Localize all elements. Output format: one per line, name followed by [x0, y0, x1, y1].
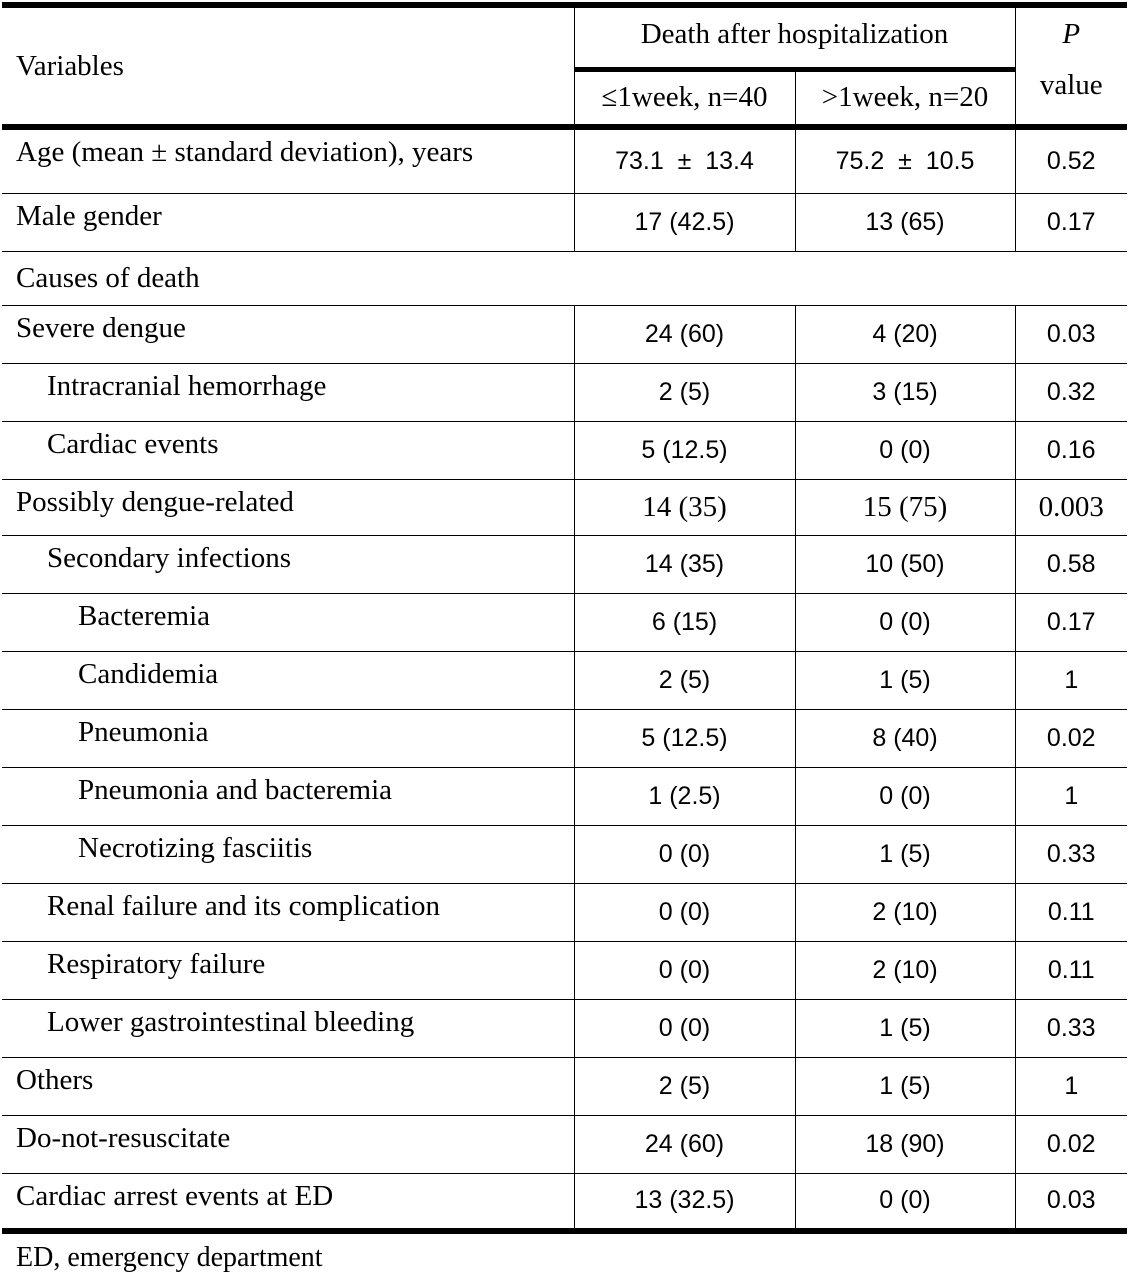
p-value: 0.16 [1015, 421, 1127, 479]
row-label: Respiratory failure [2, 941, 574, 999]
header-row-1 [2, 5, 1127, 69]
table-row [2, 193, 1127, 251]
value-le1week: 0 (0) [574, 941, 795, 999]
table-row [2, 593, 1127, 651]
variables-header: Variables [2, 5, 574, 127]
table-body [2, 127, 1127, 1231]
value-gt1week: 0 (0) [795, 421, 1015, 479]
value-le1week: 13 (32.5) [574, 1173, 795, 1231]
p-value: 0.32 [1015, 363, 1127, 421]
p-value: 0.52 [1015, 127, 1127, 193]
value-le1week: 24 (60) [574, 305, 795, 363]
row-label: Candidemia [2, 651, 574, 709]
row-label: Pneumonia and bacteremia [2, 767, 574, 825]
p-value: 1 [1015, 651, 1127, 709]
p-value: 0.58 [1015, 535, 1127, 593]
value-le1week: 5 (12.5) [574, 421, 795, 479]
row-label: Severe dengue [2, 305, 574, 363]
value-gt1week: 2 (10) [795, 883, 1015, 941]
p-value-header-bottom: value [1015, 69, 1127, 127]
table-row [2, 305, 1127, 363]
value-le1week: 0 (0) [574, 883, 795, 941]
value-gt1week: 2 (10) [795, 941, 1015, 999]
row-label: Secondary infections [2, 535, 574, 593]
table-row [2, 825, 1127, 883]
value-gt1week: 13 (65) [795, 193, 1015, 251]
row-label: Bacteremia [2, 593, 574, 651]
p-value: 0.33 [1015, 999, 1127, 1057]
value-gt1week: 0 (0) [795, 593, 1015, 651]
row-label: Renal failure and its complication [2, 883, 574, 941]
row-label: Lower gastrointestinal bleeding [2, 999, 574, 1057]
row-label: Necrotizing fasciitis [2, 825, 574, 883]
table-row [2, 363, 1127, 421]
value-gt1week: 15 (75) [795, 479, 1015, 535]
row-label: Do-not-resuscitate [2, 1115, 574, 1173]
table-row [2, 1173, 1127, 1231]
col2-header: >1week, n=20 [795, 69, 1015, 127]
p-value: 1 [1015, 1057, 1127, 1115]
value-le1week: 14 (35) [574, 479, 795, 535]
table-row [2, 767, 1127, 825]
row-label: Cardiac events [2, 421, 574, 479]
p-value: 0.11 [1015, 883, 1127, 941]
value-gt1week: 0 (0) [795, 767, 1015, 825]
value-le1week: 0 (0) [574, 999, 795, 1057]
value-le1week: 0 (0) [574, 825, 795, 883]
p-value: 0.003 [1015, 479, 1127, 535]
p-value: 0.33 [1015, 825, 1127, 883]
row-label: Intracranial hemorrhage [2, 363, 574, 421]
table-row [2, 251, 1127, 305]
value-gt1week: 18 (90) [795, 1115, 1015, 1173]
p-value: 0.03 [1015, 1173, 1127, 1231]
row-label: Causes of death [2, 251, 1127, 305]
row-label: Possibly dengue-related [2, 479, 574, 535]
p-value: 1 [1015, 767, 1127, 825]
value-le1week: 17 (42.5) [574, 193, 795, 251]
p-value: 0.17 [1015, 593, 1127, 651]
data-table [2, 2, 1127, 1234]
value-gt1week: 10 (50) [795, 535, 1015, 593]
row-label: Cardiac arrest events at ED [2, 1173, 574, 1231]
p-value: 0.03 [1015, 305, 1127, 363]
value-gt1week: 1 (5) [795, 1057, 1015, 1115]
value-gt1week: 0 (0) [795, 1173, 1015, 1231]
value-le1week: 2 (5) [574, 363, 795, 421]
footnote: ED, emergency department [16, 1242, 323, 1273]
value-gt1week: 75.2 ± 10.5 [795, 127, 1015, 193]
p-value: 0.17 [1015, 193, 1127, 251]
value-gt1week: 1 (5) [795, 825, 1015, 883]
p-value-header-top [1015, 5, 1127, 69]
value-le1week: 5 (12.5) [574, 709, 795, 767]
p-value: 0.02 [1015, 1115, 1127, 1173]
table-row [2, 535, 1127, 593]
table-row [2, 1115, 1127, 1173]
value-le1week: 73.1 ± 13.4 [574, 127, 795, 193]
table-row [2, 1057, 1127, 1115]
table-row [2, 651, 1127, 709]
group-header: Death after hospitalization [574, 5, 1015, 69]
row-label: Male gender [2, 193, 574, 251]
p-italic: P [1062, 18, 1081, 50]
table-row [2, 127, 1127, 193]
row-label: Age (mean ± standard deviation), years [2, 127, 574, 193]
row-label: Others [2, 1057, 574, 1115]
value-gt1week: 1 (5) [795, 999, 1015, 1057]
table-row [2, 709, 1127, 767]
value-le1week: 2 (5) [574, 651, 795, 709]
row-label: Pneumonia [2, 709, 574, 767]
p-value: 0.11 [1015, 941, 1127, 999]
value-le1week: 2 (5) [574, 1057, 795, 1115]
value-le1week: 14 (35) [574, 535, 795, 593]
p-value: 0.02 [1015, 709, 1127, 767]
value-gt1week: 1 (5) [795, 651, 1015, 709]
table-row [2, 941, 1127, 999]
value-gt1week: 3 (15) [795, 363, 1015, 421]
value-le1week: 6 (15) [574, 593, 795, 651]
value-le1week: 24 (60) [574, 1115, 795, 1173]
value-le1week: 1 (2.5) [574, 767, 795, 825]
table-row [2, 479, 1127, 535]
col1-header: ≤1week, n=40 [574, 69, 795, 127]
table-row [2, 421, 1127, 479]
table-row [2, 999, 1127, 1057]
value-gt1week: 8 (40) [795, 709, 1015, 767]
table-row [2, 883, 1127, 941]
value-gt1week: 4 (20) [795, 305, 1015, 363]
